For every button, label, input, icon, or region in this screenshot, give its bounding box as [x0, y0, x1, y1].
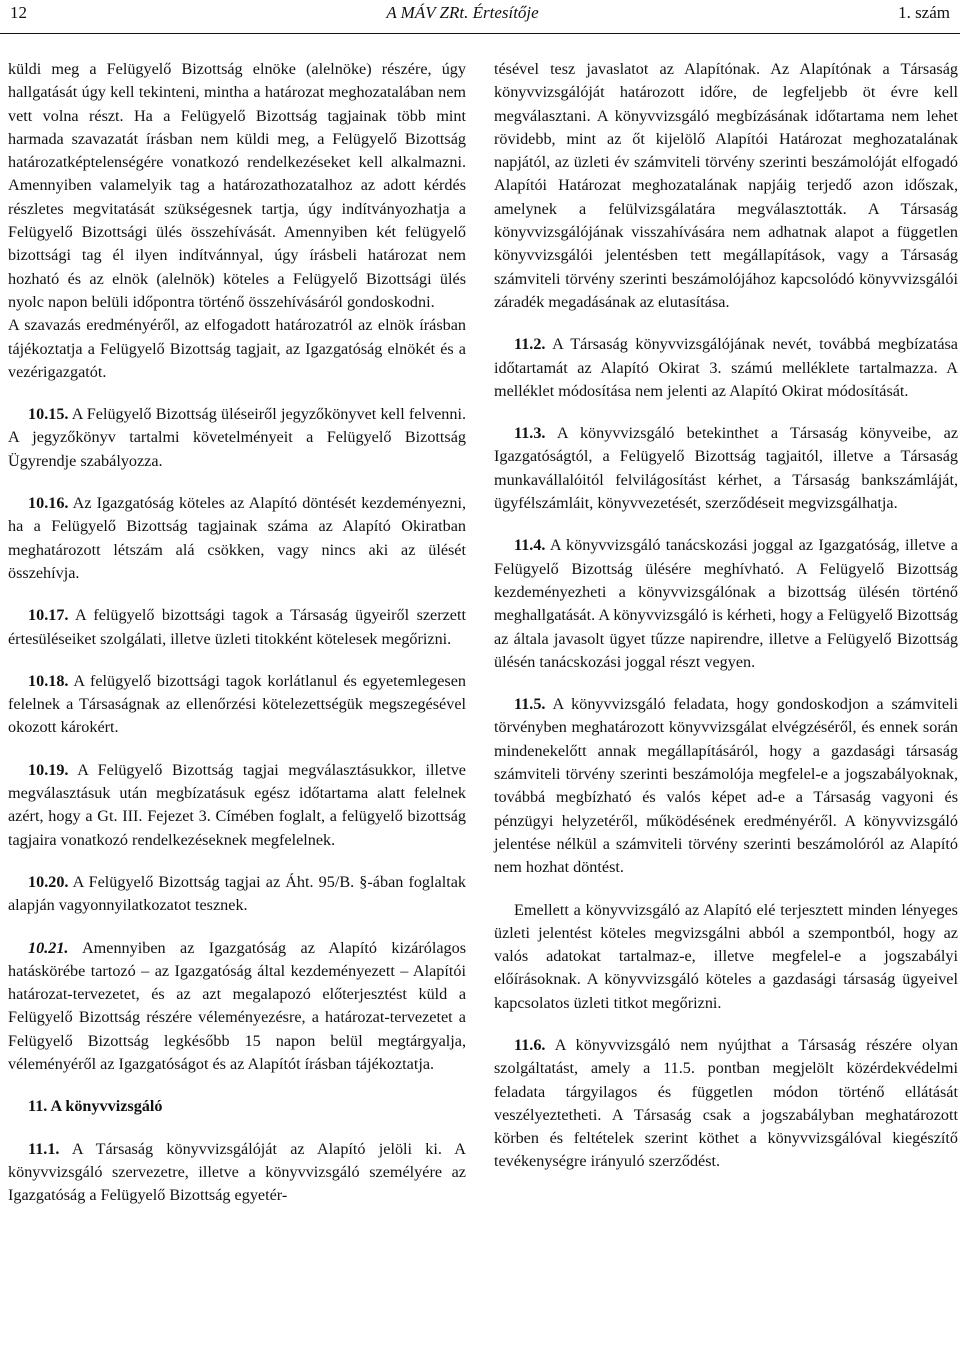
section-number: 10.21.: [28, 938, 69, 957]
section-10-20: [8, 871, 466, 918]
section-text: A Felügyelő Bizottság tagjai az Áht. 95/B. §-ában foglaltak alapján vagyonnyilatkozatot tesznek.: [8, 872, 466, 915]
section-text: A könyvvizsgáló tanácskozási joggal az Igazgatóság, illetve a Felügyelő Bizottság ülésére meghívható. A Felügyelő Bizottság kezdeményezheti a könyvvizsgálónak a bizottság ülésén történő meghallgatását. A könyvvizsgáló is kérheti, hogy a Felügyelő Bizottság az általa javasolt ügyet tűzze napirendre, illetve a Felügyelő Bizottság ülésén tanácskozási joggal részt vegyen.: [494, 536, 958, 671]
section-text: A felügyelő bizottsági tagok korlátlanul és egyetemlegesen felelnek a Társaságnak az ellenőrzési kötelezettségük megszegésével okozott károkért.: [8, 671, 466, 737]
section-number: 10.18.: [28, 671, 69, 690]
section-text: A Társaság könyvvizsgálójának nevét, továbbá megbízatása időtartamát az Alapító Okirat 3. számú melléklete tartalmazza. A melléklet módosítása nem jelenti az Alapító Okirat módosítását.: [494, 335, 958, 400]
left-column: [8, 58, 466, 1207]
chapter-heading-11: 11. A könyvvizsgáló: [28, 1097, 163, 1116]
section-number: 10.16.: [28, 494, 69, 513]
paragraph-continuation: tésével tesz javaslatot az Alapítónak. Az Alapítónak a Társaság könyvvizsgálóját határozott időre, de legfeljebb öt évre kell megválasztani. A könyvvizsgáló megbízásának időtartama nem lehet rövidebb, mint az őt kijelölő Alapítói Határozat meghozatalának napjától, az üzleti év számviteli törvény szerinti beszámolóját elfogadó Alapítói Határozat meghozatalának napjáig terjedő azon időszak, amelynek a felülvizsgálatára megválasztották. A Társaság könyvvizsgálójának visszahívására nem adhatnak alapot a független könyvvizsgálói jelentésben tett megállapítások, vagy a Társaság számviteli törvény szerinti beszámolójához kapcsolódó könyvvizsgálói záradék megadásának az elutasítása.: [494, 60, 958, 311]
paragraph-vote-result: A szavazás eredményéről, az elfogadott határozatról az elnök írásban tájékoztatja a Felügyelő Bizottság tagjait, az Igazgatóság elnökét és a vezérigazgatót.: [8, 316, 466, 381]
section-number: 11.3.: [514, 424, 546, 443]
section-number: 10.15.: [28, 405, 69, 424]
section-10-19: [8, 759, 466, 852]
section-11-1: [8, 1138, 466, 1208]
section-10-15: [8, 403, 466, 473]
section-11-2: [494, 333, 958, 403]
paragraph-continuation: küldi meg a Felügyelő Bizottság elnöke (alelnöke) részére, úgy hallgatását úgy kell tekinteni, mintha a határozat meghozatalában nem vett volna részt. Ha a Felügyelő Bizottság tagjainak több mint harmada szavazatát írásban nem küldi meg, a Felügyelő Bizottság határozatképtelenségére vonatkozó rendelkezéseket kell alkalmazni. Amennyiben valamelyik tag a határozathozatalhoz az adott kérdés részletes megvitatását szükségesnek tartja, úgy indítványozhatja a Felügyelő Bizottsági ülés összehívását. Amennyiben két felügyelő bizottsági tag él ilyen indítvánnyal, úgy írásbeli határozat nem hozható és az elnök (alelnök) köteles a Felügyelő Bizottsági ülés nyolc napon belüli időpontra történő összehívásáról gondoskodni.: [8, 60, 466, 311]
section-text: A felügyelő bizottsági tagok a Társaság ügyeiről szerzett értesüléseiket szolgálati, illetve üzleti titokként kötelesek megőrizni.: [8, 606, 466, 648]
section-text: A könyvvizsgáló nem nyújthat a Társaság részére olyan szolgáltatást, amely a 11.5. pontban megjelölt közérdekvédelmi feladata tárgyilagos és független módon történő ellátását veszélyeztetheti. A Társaság csak a jogszabályban meghatározott körben és feltételek szerint köthet a könyvvizsgálóval kiegészítő tevékenységre irányuló szerződést.: [494, 1035, 958, 1171]
section-11-6: [494, 1034, 958, 1174]
section-number: 11.6.: [514, 1035, 546, 1054]
section-text: A Társaság könyvvizsgálóját az Alapító jelöli ki. A könyvvizsgáló szervezetre, illetve a könyvvizsgáló személyére az Igazgatóság a Felügyelő Bizottság egyetér-: [8, 1139, 466, 1205]
section-number: 11.5.: [514, 695, 546, 714]
section-number: 10.19.: [28, 760, 69, 779]
section-text: A Felügyelő Bizottság tagjai megválasztásukkor, illetve megválasztásuk után megbízatásuk egész időtartama alatt felelnek azért, hogy a Gt. III. Fejezet 3. Címében foglalt, a felügyelő bizottság tagjaira vonatkozó rendelkezéseknek megfelelnek.: [8, 760, 466, 849]
section-11-3: [494, 422, 958, 515]
section-text: A könyvvizsgáló feladata, hogy gondoskodjon a számviteli törvényben meghatározott könyvvizsgálat elvégzéséről, és ennek során mindenekelőtt annak megállapításáról, hogy a gazdasági társaság számviteli törvény szerinti beszámolója megfelel-e a jogszabályoknak, továbbá megbízható és valós képet ad-e a Társaság vagyoni és pénzügyi helyzetéről, működésének eredményéről. A könyvvizsgáló jelentése nélkül a számviteli törvény szerinti beszámolóról az Alapító nem hozhat döntést.: [494, 695, 958, 877]
section-text: A Felügyelő Bizottság üléseiről jegyzőkönyvet kell felvenni. A jegyzőkönyv tartalmi követelményeit a Felügyelő Bizottság Ügyrendje szabályozza.: [8, 405, 466, 470]
section-text: Az Igazgatóság köteles az Alapító döntését kezdeményezni, ha a Felügyelő Bizottság tagjainak száma az Alapító Okiratban meghatározott létszám alá csökken, vagy nincs aki az ülését összehívja.: [8, 494, 466, 582]
right-column: [494, 58, 958, 1174]
page-header: [10, 0, 950, 26]
page-number: 12: [10, 3, 27, 22]
section-11-4: [494, 534, 958, 674]
section-number: 10.17.: [28, 606, 69, 625]
section-text: A könyvvizsgáló betekinthet a Társaság könyveibe, az Igazgatóságtól, a Felügyelő Bizottság tagjaitól, illetve a Társaság munkavállalóitól felvilágosítást kérhet, a Társaság bankszámláját, ügyfélszámláit, könyvvezetését, szerződéseit megvizsgálhatja.: [494, 424, 958, 513]
section-text: Amennyiben az Igazgatóság az Alapító kizárólagos hatáskörébe tartozó – az Igazgatóság által kezdeményezett – Alapítói határozat-tervezetet, és az azt megalapozó előterjesztést küld a Felügyelő Bizottság részére véleményezésre, a határozat-tervezetet a Felügyelő Bizottság legkésőbb 15 napon belül megtárgyalja, véleményéről az Igazgatóságot és az Alapítót írásban tájékoztatja.: [8, 938, 466, 1073]
section-number: 10.20.: [28, 872, 69, 891]
header-divider: [0, 33, 960, 34]
section-number: 11.4.: [514, 536, 546, 555]
section-number: 11.1.: [28, 1139, 60, 1158]
issue-number: 1. szám: [898, 3, 950, 22]
section-10-16: [8, 492, 466, 585]
section-number: 11.2.: [514, 335, 546, 354]
section-10-18: [8, 670, 466, 740]
paragraph-emellett: Emellett a könyvvizsgáló az Alapító elé terjesztett minden lényeges üzleti jelentést köteles megvizsgálni abból a szempontból, hogy az valós adatokat tartalmaz-e, illetve megfelel-e a jogszabályi előírásoknak. A könyvvizsgáló köteles a gazdasági társaság ügyeivel kapcsolatos üzleti titkot megőrizni.: [494, 900, 958, 1012]
publication-title: A MÁV ZRt. Értesítője: [386, 3, 539, 22]
section-11-5: [494, 693, 958, 879]
section-10-17: [8, 604, 466, 651]
section-10-21: [8, 937, 466, 1077]
